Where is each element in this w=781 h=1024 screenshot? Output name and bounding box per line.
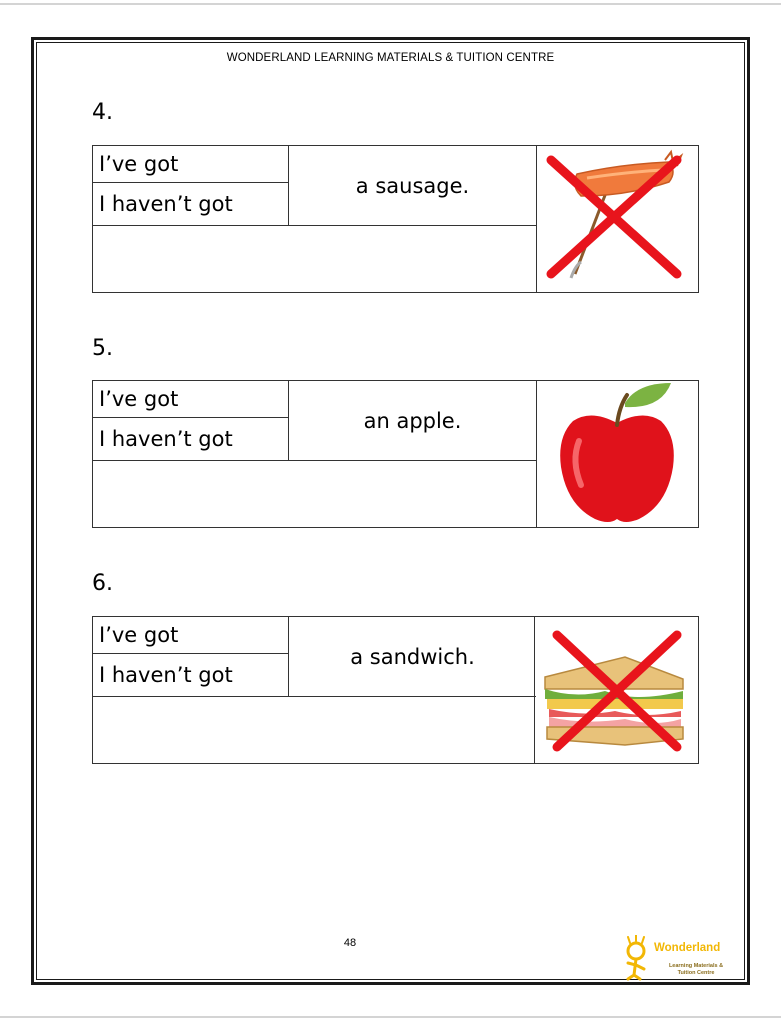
option-havent-got[interactable]: I haven’t got	[93, 183, 289, 226]
exercise-box	[92, 145, 699, 293]
phrase-cell	[289, 381, 536, 461]
question-number: 6.	[92, 571, 113, 596]
logo-brand-text: Wonderland	[654, 942, 721, 954]
phrase-cell	[289, 146, 536, 226]
question-number: 4.	[92, 100, 113, 125]
answer-field[interactable]	[93, 697, 536, 763]
page-header: WONDERLAND LEARNING MATERIALS & TUITION CENTRE	[226, 52, 555, 64]
wonderland-logo	[620, 935, 735, 981]
phrase-cell	[289, 617, 536, 697]
answer-field[interactable]	[93, 226, 536, 292]
logo-subtitle	[656, 963, 736, 977]
answer-field[interactable]	[93, 461, 536, 527]
exercise-box	[92, 380, 699, 528]
phrase-text: a sandwich.	[350, 644, 475, 669]
picture-cell	[536, 146, 698, 292]
phrase-text: a sausage.	[355, 173, 470, 198]
logo-line-1: Learning Materials &	[668, 963, 724, 969]
logo-line-2: Tuition Centre	[677, 970, 715, 976]
exercise-box	[92, 616, 699, 764]
sausage-icon	[537, 146, 699, 292]
option-havent-got[interactable]: I haven’t got	[93, 654, 289, 697]
page-number: 48	[343, 937, 357, 949]
option-ive-got[interactable]: I’ve got	[93, 381, 289, 418]
picture-cell	[534, 617, 698, 763]
logo-mascot-icon	[620, 935, 654, 981]
top-divider	[0, 3, 781, 5]
picture-cell	[536, 381, 698, 527]
bottom-divider	[0, 1016, 781, 1018]
option-ive-got[interactable]: I’ve got	[93, 146, 289, 183]
phrase-text: an apple.	[363, 408, 462, 433]
sandwich-icon	[535, 617, 699, 763]
apple-icon	[537, 381, 699, 527]
option-ive-got[interactable]: I’ve got	[93, 617, 289, 654]
option-havent-got[interactable]: I haven’t got	[93, 418, 289, 461]
question-number: 5.	[92, 336, 113, 361]
